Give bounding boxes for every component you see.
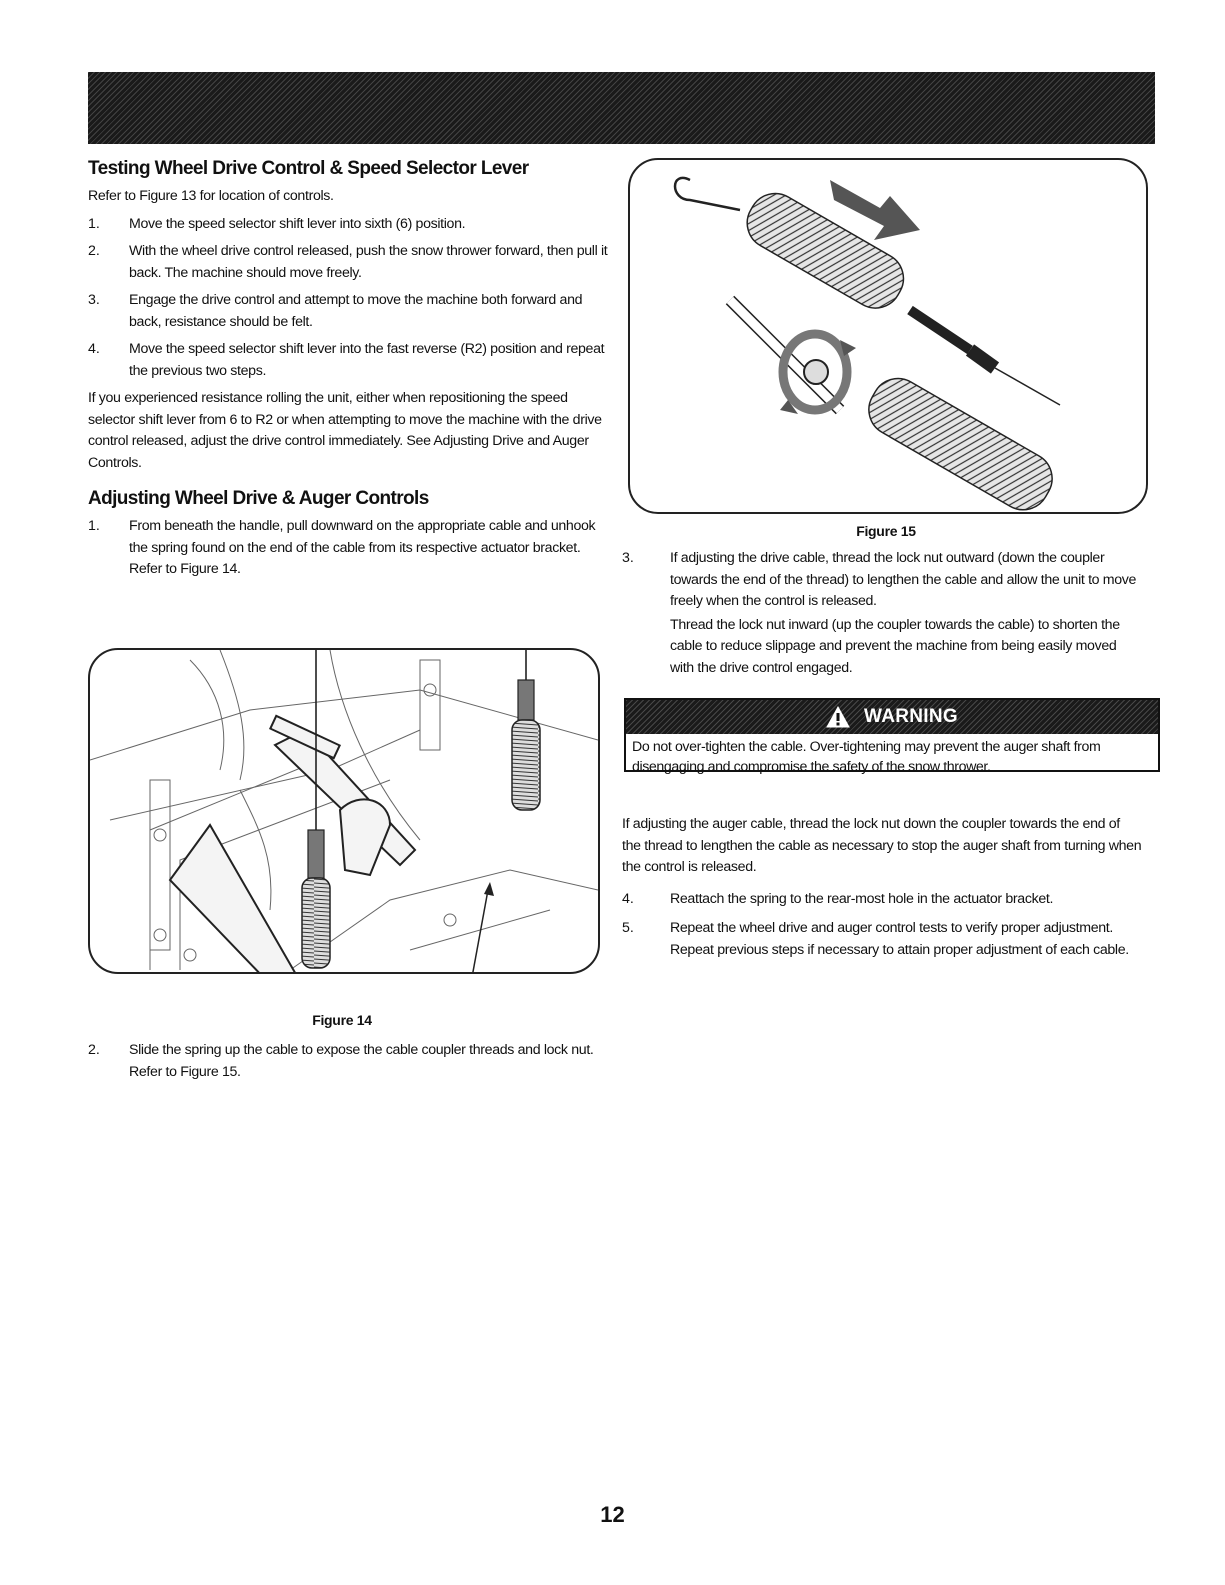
figure-15-caption: Figure 15 <box>856 523 916 539</box>
step-text: Slide the spring up the cable to expose the cable coupler threads and lock nut. Refer to Figure 15. <box>129 1042 594 1080</box>
right-column-step3 <box>622 548 1142 679</box>
warning-triangle-icon <box>826 706 850 728</box>
warning-header <box>626 700 1158 734</box>
step-text: Move the speed selector shift lever into the fast reverse (R2) position and repeat the previous two steps. <box>129 341 605 379</box>
step-text: Repeat the wheel drive and auger control tests to verify proper adjustment. Repeat previous steps if necessary to attain proper adjustment of each cable. <box>670 920 1129 958</box>
step-text: Move the speed selector shift lever into sixth (6) position. <box>129 215 466 232</box>
left-column-bottom <box>88 1040 608 1083</box>
section-heading-testing: Testing Wheel Drive Control & Speed Selector Lever <box>88 158 529 179</box>
list-item <box>88 516 608 581</box>
step-number: 1. <box>88 215 100 232</box>
step-text: Engage the drive control and attempt to move the machine both forward and back, resistance should be felt. <box>129 292 583 330</box>
section-heading-adjusting: Adjusting Wheel Drive & Auger Controls <box>88 488 429 509</box>
section-intro: Refer to Figure 13 for location of controls. <box>88 188 334 204</box>
list-item <box>88 214 608 236</box>
warning-text: Do not over-tighten the cable. Over-tightening may prevent the auger shaft from disengaging and compromise the safety of the snow thrower. <box>632 739 1101 775</box>
step-text: With the wheel drive control released, push the snow thrower forward, then pull it back. The machine should move freely. <box>129 243 608 281</box>
figure-14-image <box>88 648 600 974</box>
list-item <box>88 290 608 333</box>
list-item <box>622 918 1142 961</box>
step-text-continued: Thread the lock nut inward (up the coupler towards the cable) to shorten the cable to reduce slippage and prevent the machine from being easily moved with the drive control engaged. <box>670 616 1120 676</box>
step-number: 4. <box>622 890 634 907</box>
auger-paragraph: If adjusting the auger cable, thread the lock nut down the coupler towards the end of the thread to lengthen the cable as necessary to stop the auger shaft from turning when the control is released. <box>622 816 1142 875</box>
list-item <box>88 241 608 284</box>
header-banner <box>88 72 1155 144</box>
list-item <box>622 548 1142 679</box>
step-text: If adjusting the drive cable, thread the lock nut outward (down the coupler towards the end of the thread) to lengthen the cable and allow the unit to move freely when the control is released. <box>670 550 1137 609</box>
warning-title: WARNING <box>864 706 958 727</box>
list-item <box>88 1040 608 1083</box>
step-number: 4. <box>88 341 100 357</box>
right-column-bottom <box>622 814 1142 961</box>
left-column <box>88 158 608 581</box>
step-number: 2. <box>88 243 100 259</box>
list-item <box>622 889 1142 911</box>
step-text: Reattach the spring to the rear-most hole in the actuator bracket. <box>670 890 1054 907</box>
step-number: 5. <box>622 920 634 936</box>
step-number: 3. <box>622 550 634 566</box>
step-number: 2. <box>88 1042 100 1058</box>
page-number: 12 <box>600 1502 625 1527</box>
step-text: From beneath the handle, pull downward on the appropriate cable and unhook the spring found on the end of the cable from its respective actuator bracket. Refer to Figure 14. <box>129 518 596 577</box>
step-number: 1. <box>88 518 100 534</box>
step-number: 3. <box>88 292 100 308</box>
cable-coupler-illustration <box>630 160 1146 512</box>
section-closing: If you experienced resistance rolling the unit, either when repositioning the speed selector shift lever from 6 to R2 or when attempting to move the machine with the drive control released, adjust the drive control immediately. See Adjusting Drive and Auger Controls. <box>88 390 602 471</box>
warning-box <box>624 698 1160 775</box>
figure-15-image <box>628 158 1148 514</box>
list-item <box>88 339 608 382</box>
figure-14-caption: Figure 14 <box>312 1012 372 1028</box>
actuator-bracket-illustration <box>90 650 598 972</box>
